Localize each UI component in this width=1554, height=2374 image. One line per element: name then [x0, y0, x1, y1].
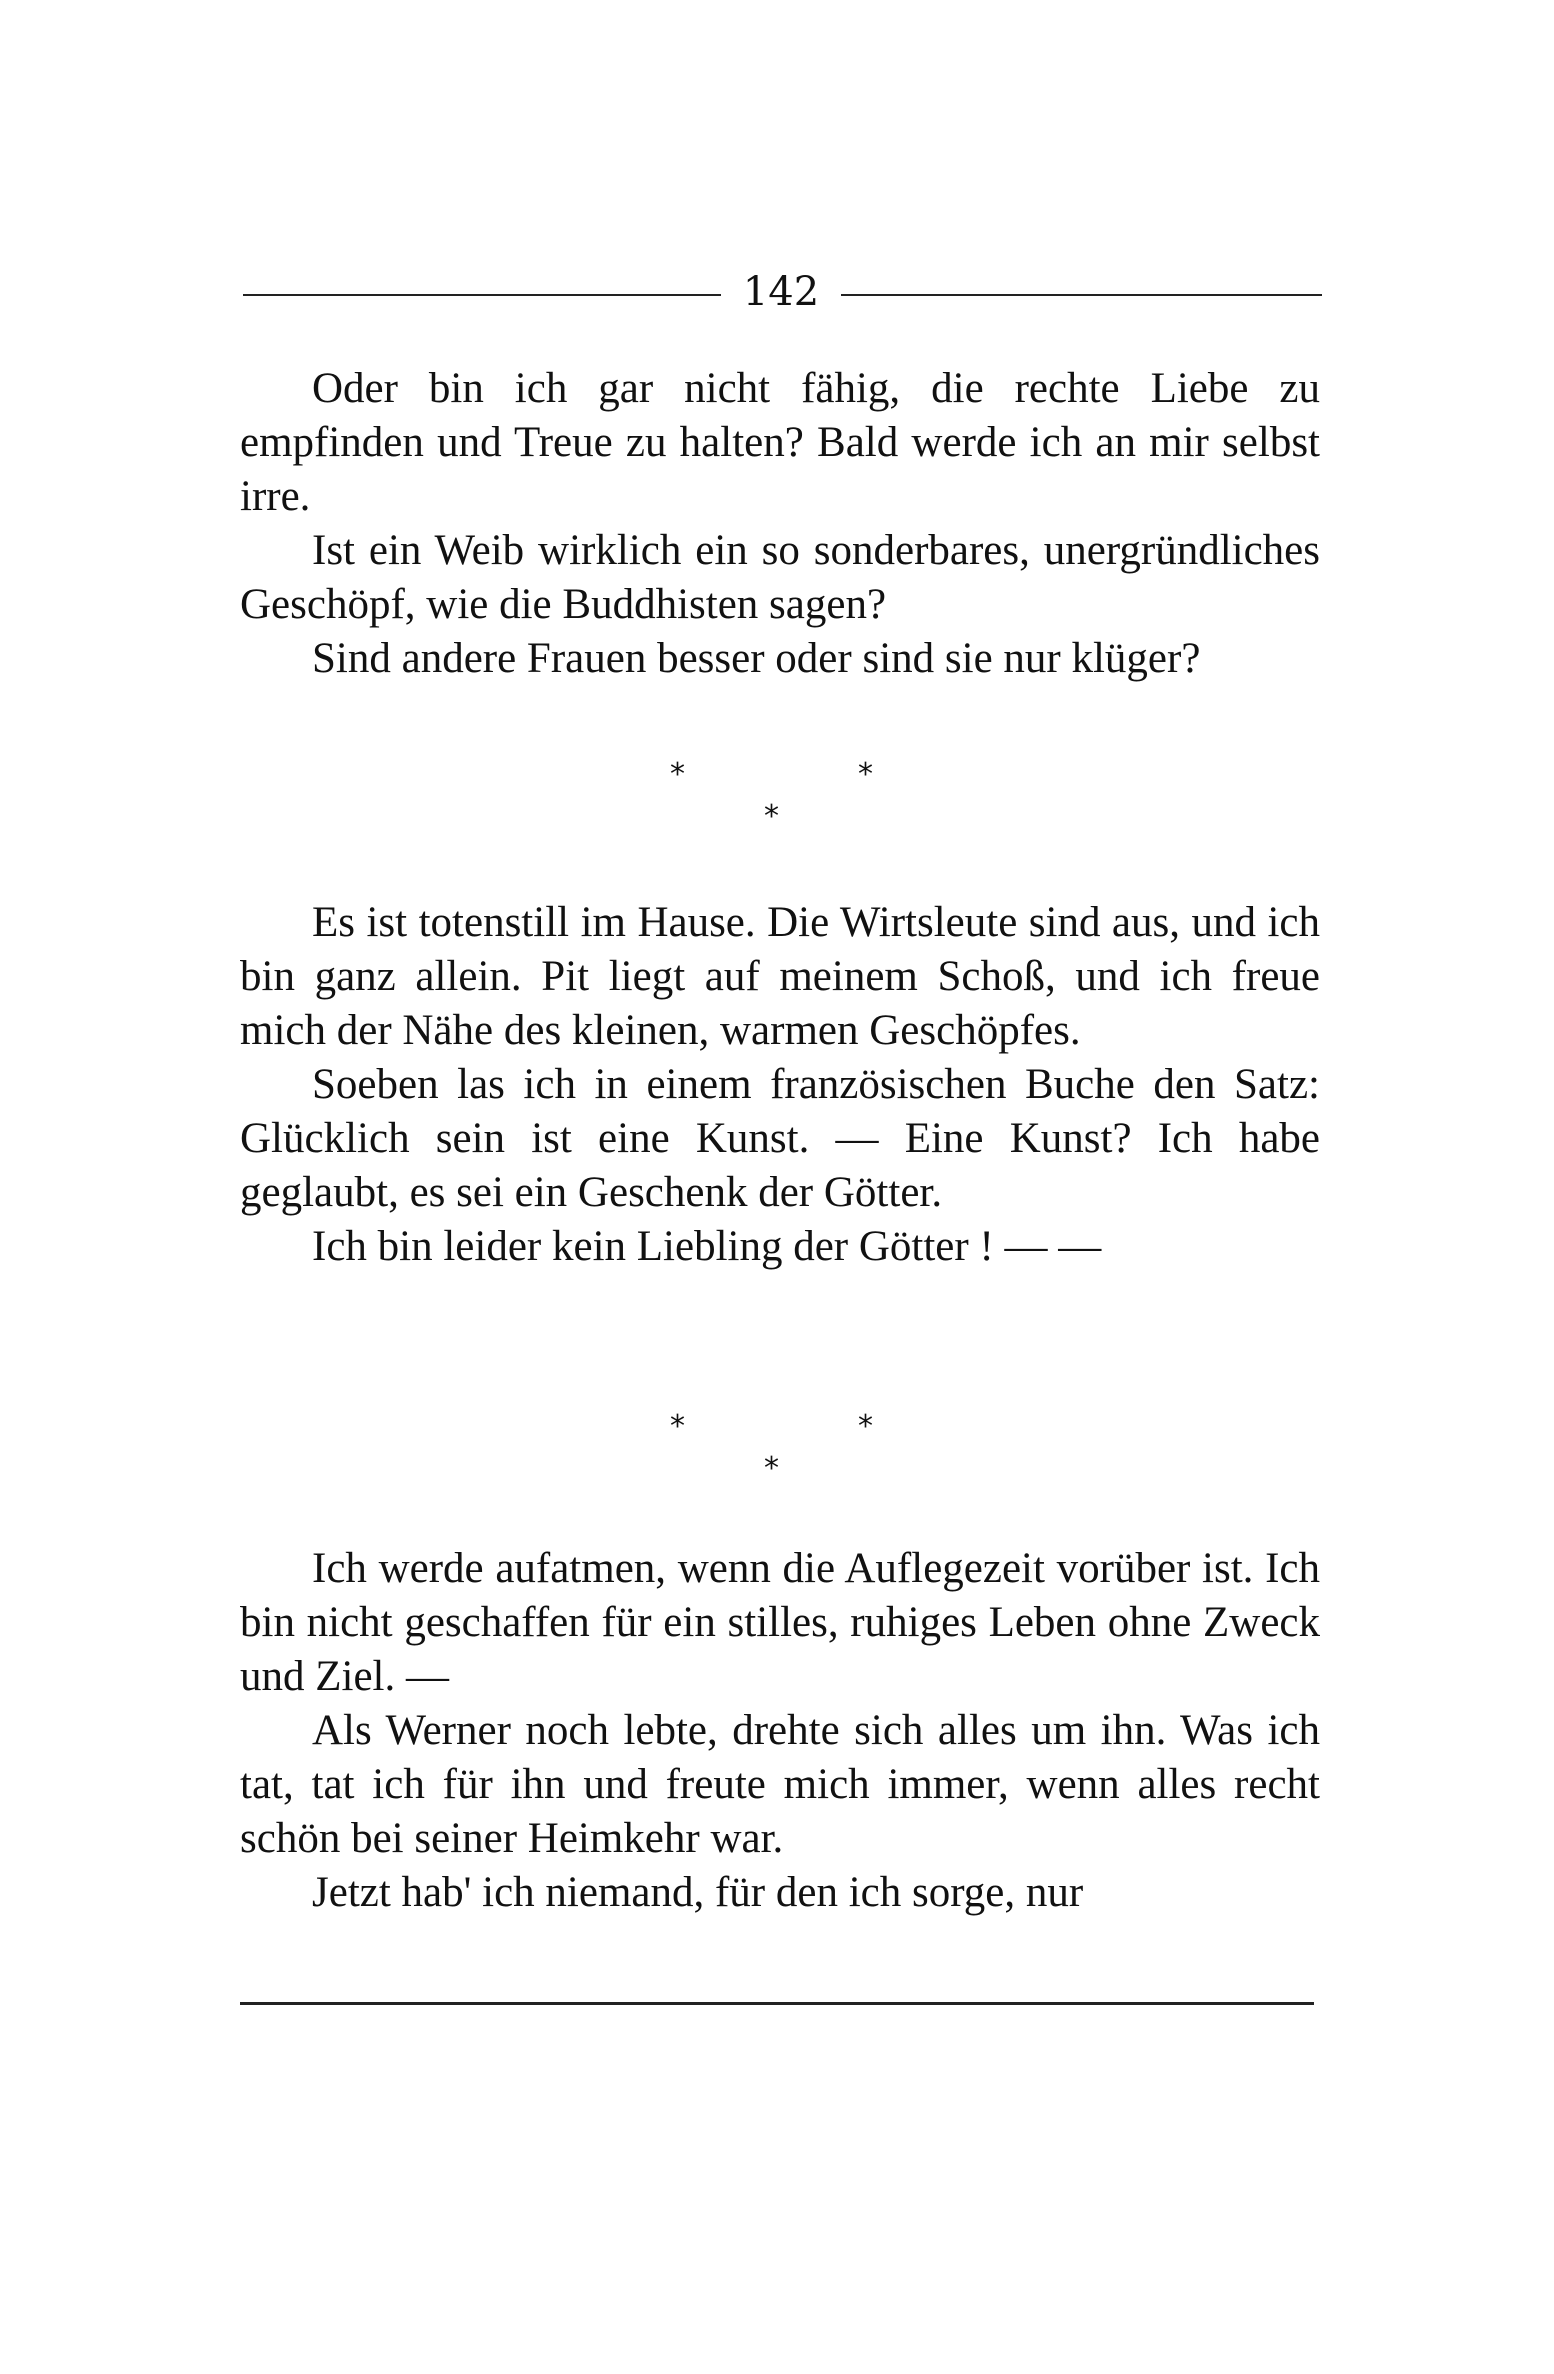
paragraph: Sind andere Frauen besser oder sind sie nur klüger? — [312, 635, 1201, 682]
paragraph: Oder bin ich gar nicht fähig, die rechte Liebe zu empfinden und Treue zu halten? Bald werde ich an mir selbst irre. — [240, 365, 1320, 520]
paragraph: Ich bin leider kein Liebling der Götter ! — — — [312, 1223, 1102, 1270]
asterisk-icon: * — [670, 757, 685, 792]
paragraph: Jetzt hab' ich niemand, für den ich sorge, nur — [312, 1869, 1084, 1916]
footer-rule — [240, 2002, 1314, 2005]
section-separator — [640, 757, 900, 840]
asterisk-icon: * — [764, 799, 779, 834]
paragraph: Ist ein Weib wirklich ein so sonderbares, unergründliches Geschöpf, wie die Buddhisten sagen? — [240, 527, 1320, 628]
page-number: 142 — [742, 269, 820, 315]
header-rule-right — [841, 294, 1322, 296]
paragraph: Als Werner noch lebte, drehte sich alles um ihn. Was ich tat, tat ich für ihn und freute mich immer, wenn alles recht schön bei seiner Heimkehr war. — [240, 1707, 1320, 1862]
paragraph: Soeben las ich in einem französischen Buche den Satz: Glücklich sein ist eine Kunst. — Eine Kunst? Ich habe geglaubt, es sei ein Geschenk der Götter. — [240, 1061, 1320, 1216]
paragraph: Es ist totenstill im Hause. Die Wirtsleute sind aus, und ich bin ganz allein. Pit liegt auf meinem Schoß, und ich freue mich der Nähe des kleinen, warmen Geschöpfes. — [240, 899, 1320, 1054]
text-section-1 — [240, 362, 1320, 686]
text-section-2 — [240, 896, 1320, 1274]
section-separator — [640, 1409, 900, 1492]
asterisk-icon: * — [858, 1409, 873, 1444]
asterisk-icon: * — [764, 1451, 779, 1486]
asterisk-icon: * — [670, 1409, 685, 1444]
header-rule-left — [243, 294, 721, 296]
paragraph: Ich werde aufatmen, wenn die Auflegezeit vorüber ist. Ich bin nicht geschaffen für ein stilles, ruhiges Leben ohne Zweck und Ziel. — — [240, 1545, 1320, 1700]
asterisk-icon: * — [858, 757, 873, 792]
page-header — [243, 262, 1322, 322]
text-section-3 — [240, 1542, 1320, 1920]
